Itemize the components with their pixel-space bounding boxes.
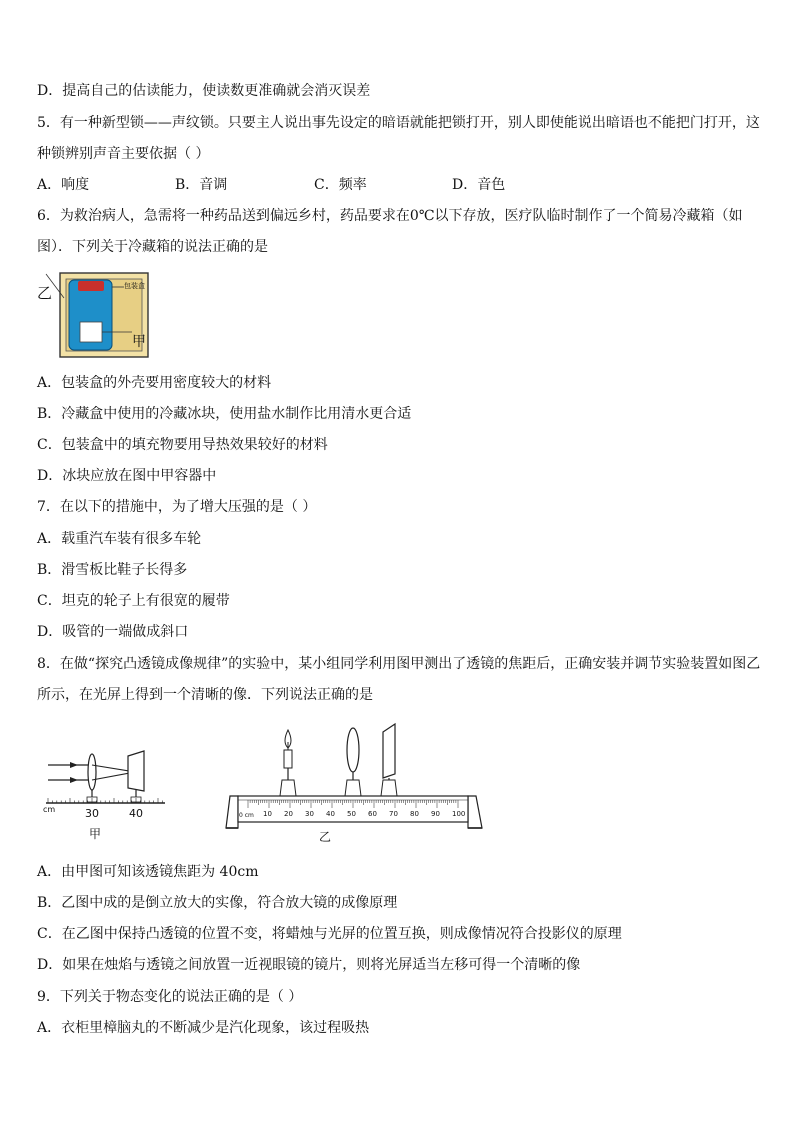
q4-option-d: D．提高自己的估读能力，使读数更准确就会消灭误差 (37, 83, 371, 99)
q6-stem-line1: 6．为救治病人，急需将一种药品送到偏远乡村，药品要求在0℃以下存放，医疗队临时制作了一个简易冷藏箱（如 (37, 208, 743, 224)
q8-stem-line1: 8．在做“探究凸透镜成像规律”的实验中，某小组同学利用图甲测出了透镜的焦距后，正确安装并调节实验装置如图乙 (37, 656, 761, 672)
q8-option-c: C．在乙图中保持凸透镜的位置不变，将蜡烛与光屏的位置互换，则成像情况符合投影仪的原理 (37, 926, 622, 942)
q9-stem: 9．下列关于物态变化的说法正确的是（ ） (37, 989, 303, 1005)
q9-option-a: A．衣柜里樟脑丸的不断减少是汽化现象，该过程吸热 (37, 1020, 370, 1036)
q7-option-b: B．滑雪板比鞋子长得多 (37, 562, 188, 578)
q6-option-a: A．包装盒的外壳要用密度较大的材料 (37, 375, 272, 391)
q5-option-c: C．频率 (314, 177, 367, 193)
bench-tick-label: 60 (368, 810, 377, 818)
focal-length-drawing (40, 735, 170, 845)
q6-label-box: 包装盒 (124, 282, 145, 290)
q8-figure-yi (220, 720, 495, 845)
q8-jia-tick-40: 40 (129, 807, 143, 820)
q8-jia-tick-30: 30 (85, 807, 99, 820)
bench-tick-label: 70 (389, 810, 398, 818)
q5-option-d: D．音色 (452, 177, 506, 193)
q6-cooler-figure (36, 270, 176, 362)
bench-tick-label: 40 (326, 810, 335, 818)
q6-option-b: B．冷藏盒中使用的冷藏冰块，使用盐水制作比用清水更合适 (37, 406, 412, 422)
bench-tick-label: 50 (347, 810, 356, 818)
q5-stem-line1: 5．有一种新型锁——声纹锁。只要主人说出事先设定的暗语就能把锁打开，别人即使能说出暗语也不能把门打开，这 (37, 115, 760, 131)
q7-option-d: D．吸管的一端做成斜口 (37, 624, 189, 640)
q5-options (37, 175, 737, 195)
q8-figure-jia (40, 735, 170, 845)
q6-label-jia: 甲 (132, 334, 146, 350)
q7-option-c: C．坦克的轮子上有很宽的履带 (37, 593, 230, 609)
optical-bench-drawing (220, 720, 495, 845)
bench-tick-label: 10 (263, 810, 272, 818)
q6-stem-line2: 图）．下列关于冷藏箱的说法正确的是 (37, 239, 268, 255)
q5-option-a: A．响度 (37, 177, 90, 193)
q8-label-yi: 乙 (319, 830, 332, 844)
q8-jia-unit: cm (43, 805, 56, 814)
q7-option-a: A．载重汽车装有很多车轮 (37, 531, 202, 547)
bench-tick-label: 20 (284, 810, 293, 818)
bench-tick-label: 30 (305, 810, 314, 818)
q5-stem-line2: 种锁辨别声音主要依据（ ） (37, 146, 210, 162)
q8-yi-unit: 0 cm (239, 812, 254, 819)
q6-option-d: D．冰块应放在图中甲容器中 (37, 468, 217, 484)
q8-stem-line2: 所示，在光屏上得到一个清晰的像．下列说法正确的是 (37, 687, 373, 703)
q8-label-jia: 甲 (89, 827, 102, 841)
cooler-box-drawing (36, 270, 176, 362)
q8-option-b: B．乙图中成的是倒立放大的实像，符合放大镜的成像原理 (37, 895, 398, 911)
q8-option-a: A．由甲图可知该透镜焦距为 40cm (37, 864, 259, 880)
bench-tick-label: 90 (431, 810, 440, 818)
q8-option-d: D．如果在烛焰与透镜之间放置一近视眼镜的镜片，则将光屏适当左移可得一个清晰的像 (37, 957, 581, 973)
q6-label-yi: 乙 (37, 284, 53, 302)
q7-stem: 7．在以下的措施中，为了增大压强的是（ ） (37, 499, 317, 515)
bench-tick-label: 80 (410, 810, 419, 818)
q5-option-b: B．音调 (175, 177, 228, 193)
q6-option-c: C．包装盒中的填充物要用导热效果较好的材料 (37, 437, 328, 453)
bench-tick-label: 100 (452, 810, 466, 818)
